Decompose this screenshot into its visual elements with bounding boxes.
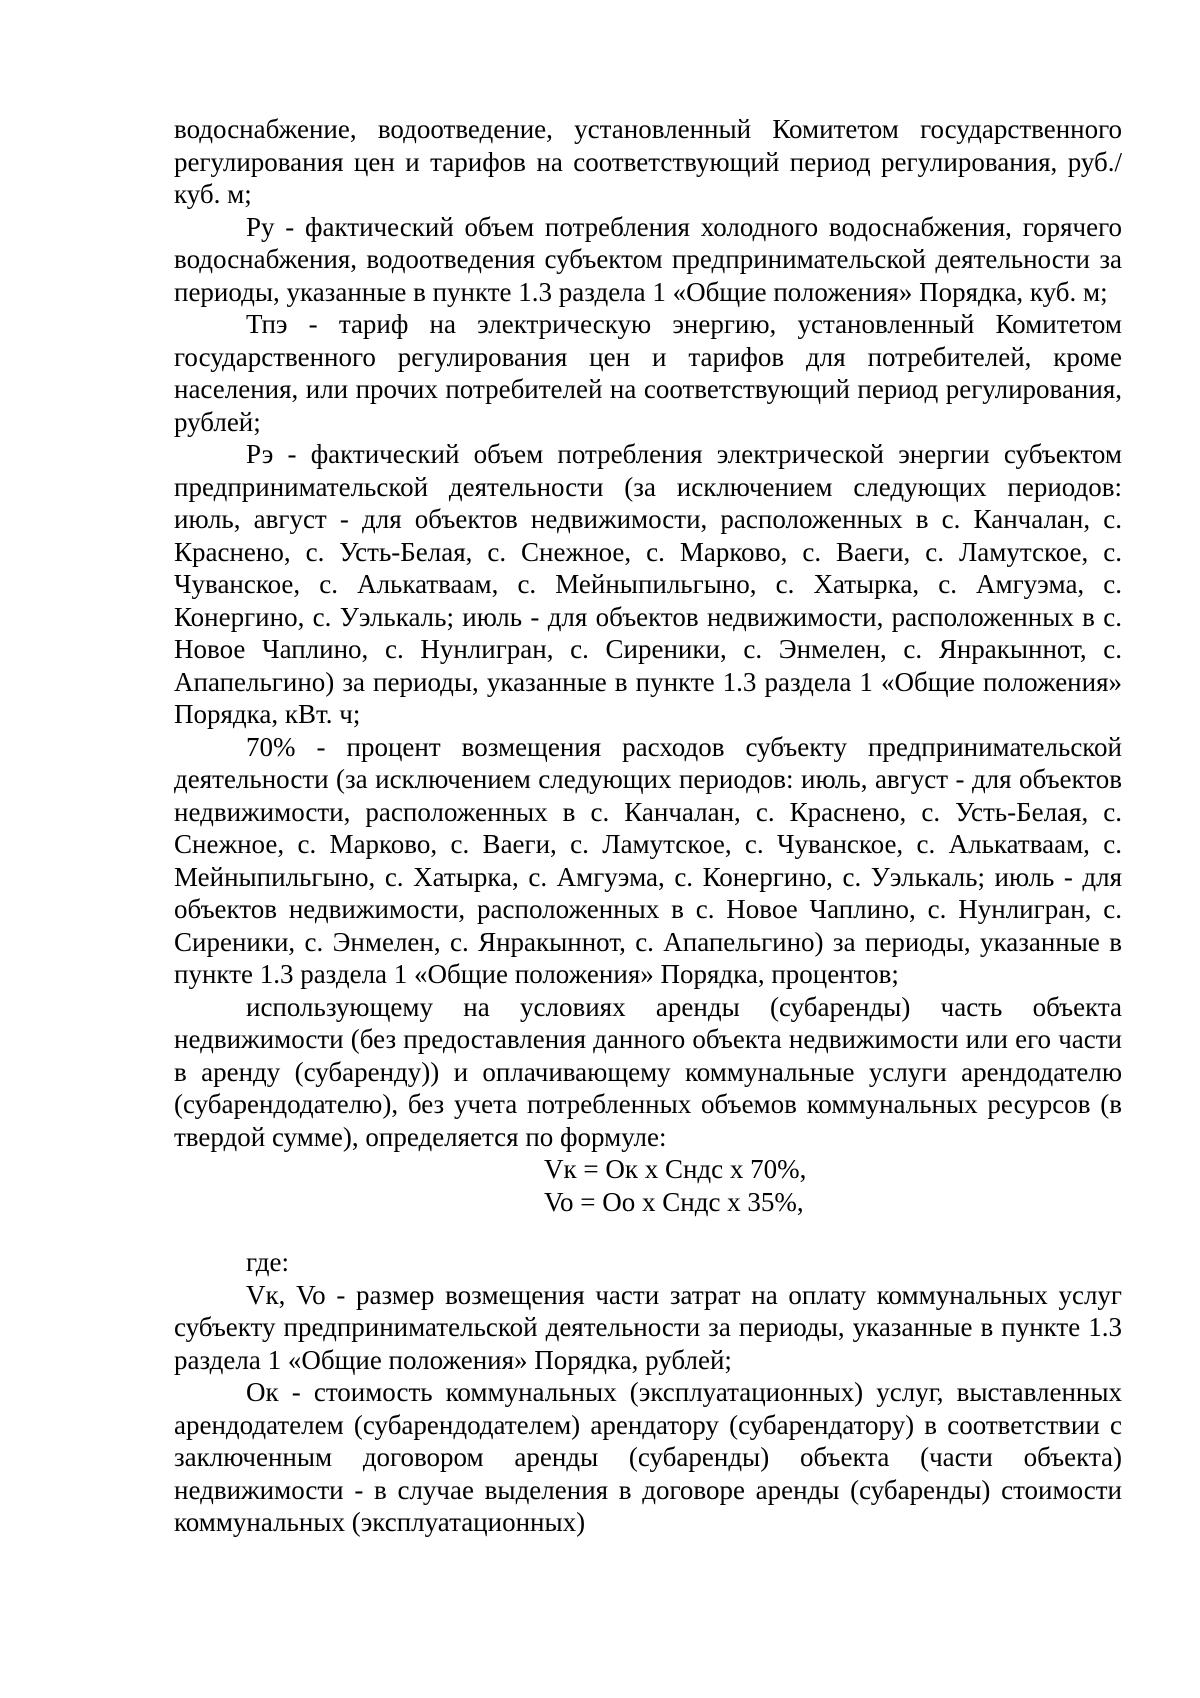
paragraph-water-tariff-continuation: водоснабжение, водоотведение, установленный Комитетом государственного регулирования цен и тарифов на соответствующий период регулирования, руб./куб. м; <box>174 114 1122 209</box>
paragraph-ok-definition: Ок - стоимость коммунальных (эксплуатационных) услуг, выставленных арендодателем (субарендодателем) арендатору (субарендатору) в соответствии с заключенным договором аренды (субаренды) объекта (части объекта) недвижимости - в случае выделения в договоре аренды (субаренды) стоимости коммунальных (эксплуатационных) <box>174 1377 1122 1537</box>
document-page <box>174 113 1122 1539</box>
formula-vo: Vo = Oo x Cндс x 35%, <box>544 1186 804 1217</box>
paragraph-vk-vo-definition: Vк, Vo - размер возмещения части затрат на оплату коммунальных услуг субъекту предпринимательской деятельности за периоды, указанные в пункте 1.3 раздела 1 «Общие положения» Порядка, рублей; <box>174 1279 1122 1375</box>
spacer <box>174 1218 1122 1246</box>
paragraph-tpe-definition: Тпэ - тариф на электрическую энергию, установленный Комитетом государственного регулирования цен и тарифов для потребителей, кроме населения, или прочих потребителей на соответствующий период регулирования, рублей; <box>174 309 1122 437</box>
paragraph-ru-definition: Ру - фактический объем потребления холодного водоснабжения, горячего водоснабжения, водоотведения субъектом предпринимательской деятельности за периоды, указанные в пункте 1.3 раздела 1 «Общие положения» Порядка, куб. м; <box>174 211 1122 307</box>
paragraph-70-percent-definition: 70% - процент возмещения расходов субъекту предпринимательской деятельности (за исключением следующих периодов: июль, август - для объектов недвижимости, расположенных в с. Канчалан, с. Краснено, с. Усть-Белая, с. Снежное, с. Марково, с. Ваеги, с. Ламутское, с. Чуванское, с. Алькатваам, с. Мейныпильгыно, с. Хатырка, с. Амгуэма, с. Конергино, с. Уэлькаль; июль - для объектов недвижимости, расположенных в с. Новое Чаплино, с. Нунлигран, с. Сиреники, с. Энмелен, с. Янракыннот, с. Апапельгино) за периоды, указанные в пункте 1.3 раздела 1 «Общие положения» Порядка, процентов; <box>174 731 1122 989</box>
formula-vk: Vк = Oк x Cндс x 70%, <box>544 1154 807 1184</box>
where-label: где: <box>246 1247 289 1277</box>
paragraph-re-definition: Рэ - фактический объем потребления электрической энергии субъектом предпринимательской деятельности (за исключением следующих периодов: июль, август - для объектов недвижимости, расположенных в с. Канчалан, с. Краснено, с. Усть-Белая, с. Снежное, с. Марково, с. Ваеги, с. Ламутское, с. Чуванское, с. Алькатваам, с. Мейныпильгыно, с. Хатырка, с. Амгуэма, с. Конергино, с. Уэлькаль; июль - для объектов недвижимости, расположенных в с. Новое Чаплино, с. Нунлигран, с. Сиреники, с. Энмелен, с. Янракыннот, с. Апапельгино) за периоды, указанные в пункте 1.3 раздела 1 «Общие положения» Порядка, кВт. ч; <box>174 439 1122 729</box>
paragraph-rent-usage: использующему на условиях аренды (субаренды) часть объекта недвижимости (без предоставления данного объекта недвижимости или его части в аренду (субаренду)) и оплачивающему коммунальные услуги арендодателю (субарендодателю), без учета потребленных объемов коммунальных ресурсов (в твердой сумме), определяется по формуле: <box>174 991 1122 1152</box>
